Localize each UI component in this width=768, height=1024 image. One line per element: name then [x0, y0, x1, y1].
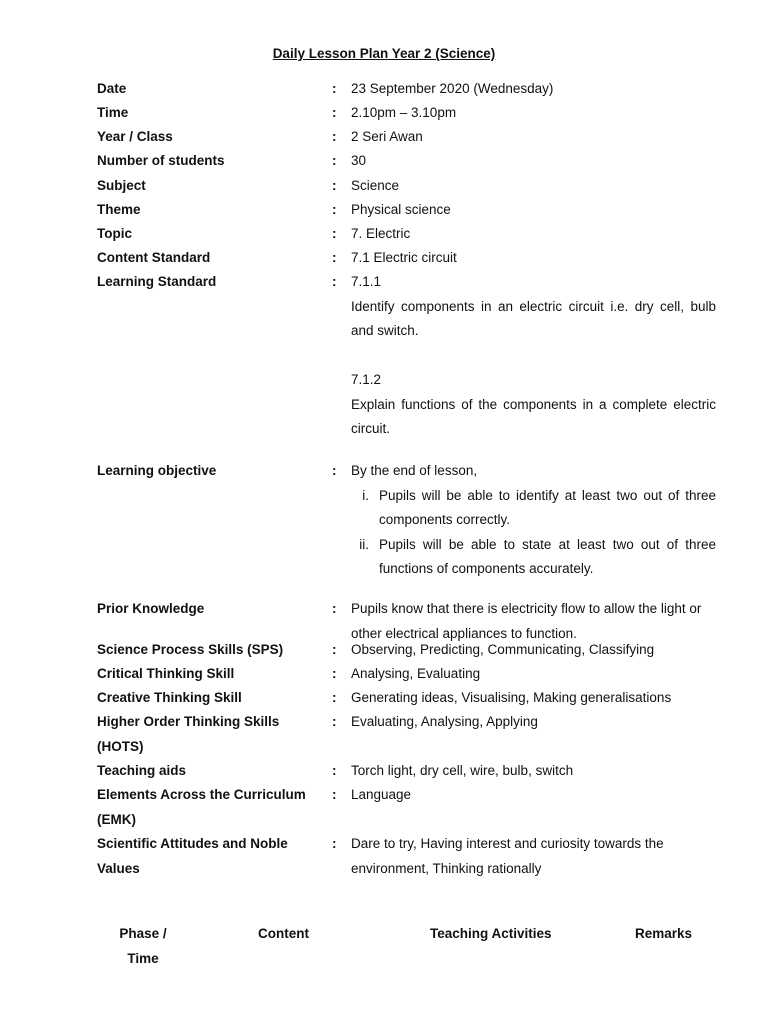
- field-value: Torch light, dry cell, wire, bulb, switch: [351, 763, 574, 778]
- field-label: Higher Order Thinking Skills (HOTS): [97, 714, 280, 754]
- field-value: Dare to try, Having interest and curiosity towards the environment, Thinking rationally: [351, 836, 664, 876]
- colon: :: [332, 274, 337, 289]
- field-label: Number of students: [97, 153, 225, 168]
- field-value: Analysing, Evaluating: [351, 666, 481, 681]
- field-label: Topic: [97, 226, 132, 241]
- colon: :: [332, 642, 337, 657]
- colon: :: [332, 463, 337, 478]
- colon: :: [332, 81, 337, 96]
- field-value: Language: [351, 787, 412, 802]
- field-label: Time: [97, 105, 129, 120]
- field-label: Content Standard: [97, 250, 211, 265]
- field-label: Elements Across the Curriculum (EMK): [97, 787, 306, 827]
- colon: :: [332, 202, 337, 217]
- colon: :: [332, 714, 337, 729]
- field-label: Year / Class: [97, 129, 173, 144]
- objective-number: i.: [362, 487, 369, 503]
- colon: :: [332, 153, 337, 168]
- standard-code: 7.1.2: [351, 372, 382, 387]
- colon: :: [332, 226, 337, 241]
- header-content: Content: [258, 926, 309, 941]
- field-label: Subject: [97, 178, 146, 193]
- page-title: Daily Lesson Plan Year 2 (Science): [272, 46, 496, 61]
- field-label: Teaching aids: [97, 763, 187, 778]
- standard-code: 7.1.1: [351, 274, 382, 289]
- learning-objective-list: [351, 459, 716, 582]
- objective-item: [351, 533, 716, 582]
- objective-item: [351, 484, 716, 533]
- colon: :: [332, 601, 337, 616]
- field-value: Observing, Predicting, Communicating, Classifying: [351, 642, 655, 657]
- header-remarks: Remarks: [635, 926, 693, 941]
- standard-text: Identify components in an electric circuit i.e. dry cell, bulb and switch.: [351, 298, 716, 338]
- field-value: Evaluating, Analysing, Applying: [351, 714, 538, 729]
- field-label: Learning objective: [97, 463, 217, 478]
- field-label: Prior Knowledge: [97, 601, 205, 616]
- standard-text: Explain functions of the components in a complete electric circuit.: [351, 396, 716, 436]
- colon: :: [332, 763, 337, 778]
- colon: :: [332, 129, 337, 144]
- field-value: 2.10pm – 3.10pm: [351, 105, 457, 120]
- field-value: 2 Seri Awan: [351, 129, 423, 144]
- field-value: Science: [351, 178, 400, 193]
- field-value: Generating ideas, Visualising, Making generalisations: [351, 690, 672, 705]
- colon: :: [332, 178, 337, 193]
- colon: :: [332, 250, 337, 265]
- field-label: Scientific Attitudes and Noble Values: [97, 836, 288, 876]
- colon: :: [332, 690, 337, 705]
- learning-standard-list: [351, 270, 716, 442]
- field-value: Pupils know that there is electricity flow to allow the light or other electrical appliances to function.: [351, 601, 702, 641]
- field-value: 7.1 Electric circuit: [351, 250, 457, 265]
- colon: :: [332, 787, 337, 802]
- field-value: 7. Electric: [351, 226, 411, 241]
- colon: :: [332, 105, 337, 120]
- field-label: Science Process Skills (SPS): [97, 642, 284, 657]
- field-value: 23 September 2020 (Wednesday): [351, 81, 554, 96]
- field-value: Physical science: [351, 202, 451, 217]
- objective-intro: By the end of lesson,: [351, 463, 478, 478]
- field-label: Theme: [97, 202, 141, 217]
- field-label: Critical Thinking Skill: [97, 666, 235, 681]
- field-value: 30: [351, 153, 367, 168]
- objective-text: Pupils will be able to identify at least two out of three components correctly.: [379, 487, 716, 527]
- header-teaching-activities: Teaching Activities: [430, 926, 552, 941]
- objective-text: Pupils will be able to state at least two out of three functions of components accurately.: [379, 536, 716, 576]
- objective-number: ii.: [359, 536, 369, 552]
- colon: :: [332, 666, 337, 681]
- colon: :: [332, 836, 337, 851]
- field-label: Creative Thinking Skill: [97, 690, 242, 705]
- field-label: Date: [97, 81, 127, 96]
- header-phase-time: Phase / Time: [119, 926, 167, 966]
- field-label: Learning Standard: [97, 274, 217, 289]
